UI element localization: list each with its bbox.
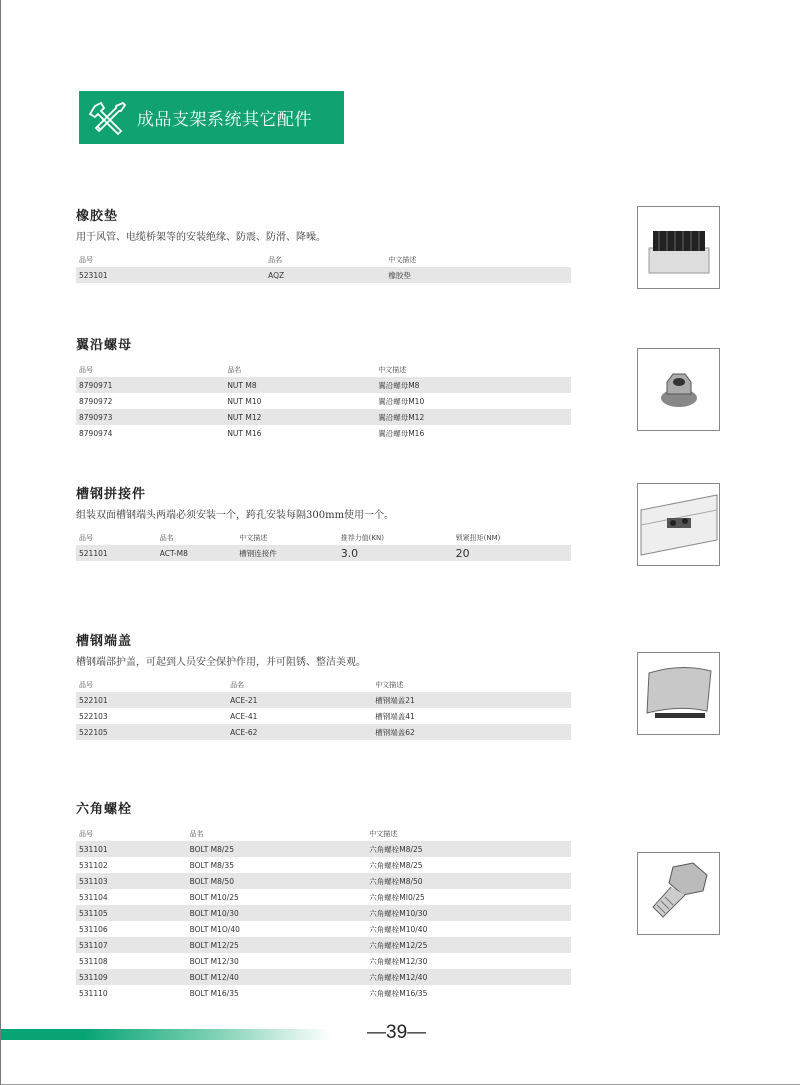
table-cell: 523101: [76, 267, 265, 283]
table-cell: ACE-62: [227, 724, 372, 740]
table-cell: 3.0: [338, 545, 453, 561]
table-cell: 六角螺栓MI0/25: [369, 892, 425, 902]
section-rubber-pad: [76, 205, 571, 283]
table-cell: 六角螺栓M12/40: [366, 969, 571, 985]
end-cap-image: [637, 652, 720, 735]
table-row: [76, 425, 571, 441]
table-cell: 531103: [76, 873, 187, 889]
table-cell: BOLT M12/30: [189, 956, 239, 966]
flange-nut-image: [637, 348, 720, 431]
table-cell: 六角螺栓M8/50: [366, 873, 571, 889]
column-header: 品号: [79, 534, 93, 542]
table-row: [76, 889, 571, 905]
table-cell: ACE-41: [230, 711, 258, 721]
table-cell: BOLT M8/35: [189, 860, 234, 870]
section-title: 橡胶垫: [76, 209, 119, 224]
section-flange-nut: [76, 334, 571, 441]
section-description: 组装双面槽钢端头两端必须安装一个，跨孔安装每隔300mm使用一个。: [76, 510, 395, 521]
column-header: 中文描述: [375, 681, 404, 689]
table-cell: 531110: [79, 988, 108, 998]
section-title: 翼沿螺母: [76, 338, 133, 353]
column-header: 中文描述: [369, 830, 398, 838]
table-row: [76, 873, 571, 889]
table-cell: 六角螺栓M12/30: [369, 956, 428, 966]
table-row: [76, 393, 571, 409]
table-row: [76, 857, 571, 873]
table-row: [76, 409, 571, 425]
table-cell: 翼沿螺母M8: [375, 377, 571, 393]
table-cell: 槽钢端盖21: [372, 692, 571, 708]
table-cell: 翼沿螺母M10: [378, 396, 425, 406]
table-cell: BOLT M8/50: [187, 873, 367, 889]
table-cell: BOLT M16/35: [189, 988, 239, 998]
table-cell: BOLT M12/25: [187, 937, 367, 953]
table-row: [76, 692, 571, 708]
table-row: [76, 545, 571, 561]
table-cell: 521101: [76, 545, 157, 561]
table-cell: 槽钢连接件: [236, 545, 337, 561]
table-cell: 522101: [76, 692, 227, 708]
table-cell: 槽钢端盖62: [372, 724, 571, 740]
table-row: [76, 267, 571, 283]
table-cell: ACT-M8: [157, 545, 236, 561]
table-cell: 531101: [76, 841, 187, 857]
table-cell: 531106: [79, 924, 108, 934]
table-cell: 六角螺栓M16/35: [369, 988, 428, 998]
table-cell: 531104: [79, 892, 108, 902]
table-cell: 六角螺栓M8/25: [369, 860, 423, 870]
table-cell: 翼沿螺母M12: [375, 409, 571, 425]
section-description: 用于风管、电缆桥架等的安装绝缘、防震、防滑、降噪。: [76, 232, 326, 243]
table-row: [76, 921, 571, 937]
table-cell: NUT M16: [227, 428, 262, 438]
table-cell: 531107: [76, 937, 187, 953]
section-description: 槽钢端部护盖，可起到人员安全保护作用，并可阻锈、整洁美观。: [76, 657, 366, 668]
table-cell: 531105: [76, 905, 187, 921]
column-header: 品号: [79, 366, 93, 374]
table-row: [76, 985, 571, 1001]
table-cell: BOLT M10/30: [187, 905, 367, 921]
table-row: [76, 953, 571, 969]
table-cell: 8790973: [76, 409, 224, 425]
table-cell: BOLT M12/40: [187, 969, 367, 985]
section-title: 槽钢拼接件: [76, 487, 147, 502]
column-header: 锁紧扭矩(NM): [455, 534, 501, 542]
section-hex-bolt: [76, 798, 571, 1001]
column-header: 品名: [189, 830, 204, 838]
table-cell: 六角螺栓M10/30: [366, 905, 571, 921]
table-cell: NUT M10: [227, 396, 262, 406]
table-cell: BOLT M1O/40: [189, 924, 240, 934]
table-cell: NUT M12: [224, 409, 375, 425]
table-header: [76, 253, 571, 267]
table-header: [76, 363, 571, 377]
table-row: [76, 905, 571, 921]
table-row: [76, 724, 571, 740]
section-banner: [79, 91, 344, 144]
wrench-screwdriver-icon: [89, 98, 129, 138]
section-title: 槽钢端盖: [76, 634, 133, 649]
rubber-pad-image: [637, 206, 720, 289]
channel-connector-image: [637, 483, 720, 566]
section-title: 六角螺栓: [76, 802, 133, 817]
table-row: [76, 841, 571, 857]
table-cell: ACE-21: [227, 692, 372, 708]
table-cell: BOLT M8/25: [187, 841, 367, 857]
column-header: 品名: [268, 256, 283, 264]
table-cell: 8790974: [79, 428, 113, 438]
table-header: [76, 678, 571, 692]
table-cell: 六角螺栓M12/25: [366, 937, 571, 953]
hex-bolt-image: [637, 852, 720, 935]
table-cell: NUT M8: [224, 377, 375, 393]
table-cell: 六角螺栓M10/40: [369, 924, 428, 934]
table-cell: 531109: [76, 969, 187, 985]
table-cell: 531108: [79, 956, 108, 966]
table-cell: 翼沿螺母M16: [378, 428, 425, 438]
column-header: 中文描述: [388, 256, 417, 264]
product-table: [76, 827, 571, 1001]
table-row: [76, 377, 571, 393]
column-header: 品号: [79, 681, 93, 689]
column-header: 中文描述: [239, 534, 268, 542]
table-cell: 六角螺栓M8/25: [366, 841, 571, 857]
table-row: [76, 708, 571, 724]
table-cell: BOLT M10/25: [189, 892, 239, 902]
page-number: —39—: [367, 1022, 427, 1043]
column-header: 中文描述: [378, 366, 407, 374]
table-row: [76, 969, 571, 985]
table-cell: 槽钢端盖41: [375, 711, 415, 721]
column-header: 品名: [159, 534, 174, 542]
table-cell: 531102: [79, 860, 108, 870]
table-cell: 20: [453, 545, 571, 561]
product-table: [76, 253, 571, 283]
table-cell: AQZ: [265, 267, 385, 283]
table-header: [76, 531, 571, 545]
table-cell: 橡胶垫: [385, 267, 571, 283]
product-table: [76, 531, 571, 561]
banner-title: 成品支架系统其它配件: [137, 110, 312, 130]
product-table: [76, 363, 571, 441]
table-cell: 522105: [76, 724, 227, 740]
table-row: [76, 937, 571, 953]
column-header: 品名: [230, 681, 245, 689]
product-table: [76, 678, 571, 740]
column-header: 品号: [79, 256, 93, 264]
column-header: 品名: [227, 366, 242, 374]
table-cell: 8790972: [79, 396, 113, 406]
table-cell: 8790971: [76, 377, 224, 393]
table-cell: 522103: [79, 711, 108, 721]
column-header: 推荐力值(KN): [340, 534, 384, 542]
column-header: 品号: [79, 830, 93, 838]
table-header: [76, 827, 571, 841]
footer-bar: [1, 1029, 331, 1040]
section-channel-connector: [76, 483, 571, 561]
section-end-cap: [76, 630, 571, 740]
